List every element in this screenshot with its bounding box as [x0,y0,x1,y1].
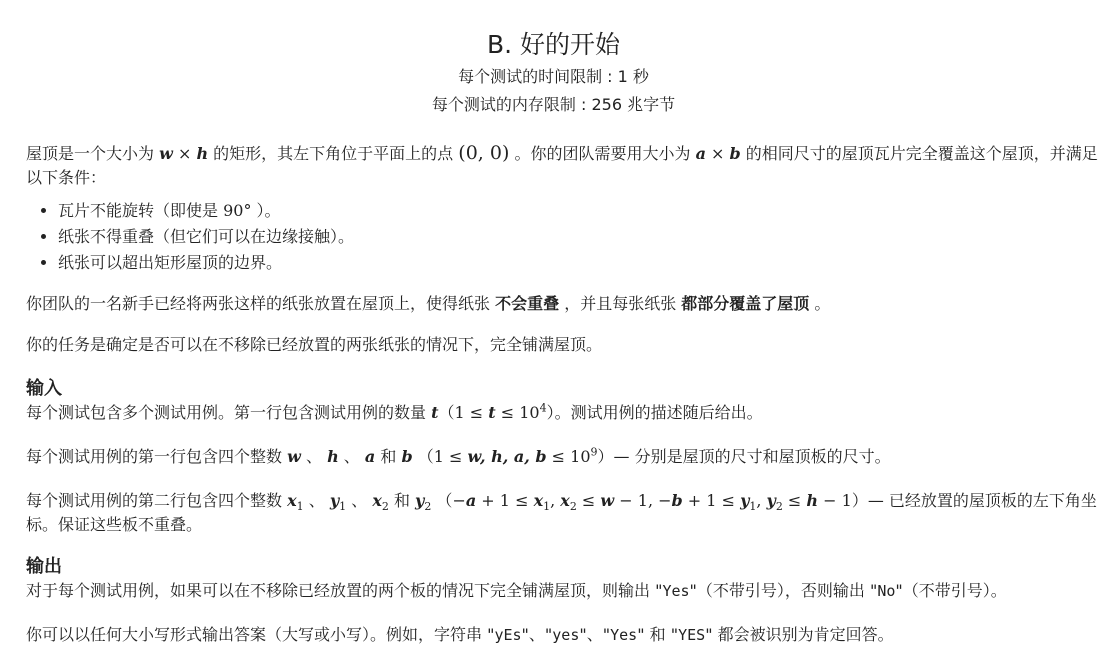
problem-statement [26,141,1101,647]
list-item: • 瓦片不能旋转（即使是 90° ）。 [58,198,1101,224]
output-heading: 输出 [26,556,62,577]
output-line-1: 对于每个测试用例，如果可以在不移除已经放置的两个板的情况下完全铺满屋顶，则输出 "Yes"（不带引号），否则输出 "No"（不带引号）。 [26,581,1007,600]
problem-header [0,0,1107,119]
input-heading: 输入 [26,378,62,399]
input-line-3: 每个测试用例的第二行包含四个整数 $x_1$ 、 $y_1$ 、 $x_2$ 和 $y_2$ （$-a + 1 \le x_1$, $x_2 \le w - 1$, $-b + 1 \le y_1$, $y_2 \le h$ − 1）— 已经放置的屋顶板的左下角坐标。保证这些板不重叠。 [26,491,1097,534]
output-line-2: 你可以以任何大小写形式输出答案（大写或小写）。例如，字符串 "yEs"、"yes"、"Yes" 和 "YES" 都会被识别为肯定回答。 [26,625,894,644]
statement-paragraph-1: 屋顶是一个大小为 w × h 的矩形，其左下角位于平面上的点 (0, 0) 。你的团队需要用大小为 a × b 的相同尺寸的屋顶瓦片完全覆盖这个屋顶，并满足以下条件： [26,142,1098,187]
problem-title: B. 好的开始 [486,30,621,59]
list-item: • 纸张可以超出矩形屋顶的边界。 [58,250,1101,276]
memory-limit: 每个测试的内存限制 : 256 兆字节 [431,95,676,114]
time-limit: 每个测试的时间限制 : 1 秒 [458,67,649,86]
list-item: • 纸张不得重叠（但它们可以在边缘接触）。 [58,224,1101,250]
conditions-list [26,198,1101,276]
input-line-1: 每个测试包含多个测试用例。第一行包含测试用例的数量 $t(1 \le t \le 10^4)$。测试用例的描述随后给出。 [26,401,763,422]
statement-paragraph-3: 你的任务是确定是否可以在不移除已经放置的两张纸张的情况下，完全铺满屋顶。 [26,335,603,354]
input-line-2: 每个测试用例的第一行包含四个整数 w 、 h 、 a 和 b （1 ≤ w, h, a, $b \le 10^9)—$ 分别是屋顶的尺寸和屋顶板的尺寸。 [26,445,891,466]
statement-paragraph-2: 你团队的一名新手已经将两张这样的纸张放置在屋顶上，使得纸张 不会重叠 ，并且每张纸张 都部分覆盖了屋顶 。 [26,294,831,313]
